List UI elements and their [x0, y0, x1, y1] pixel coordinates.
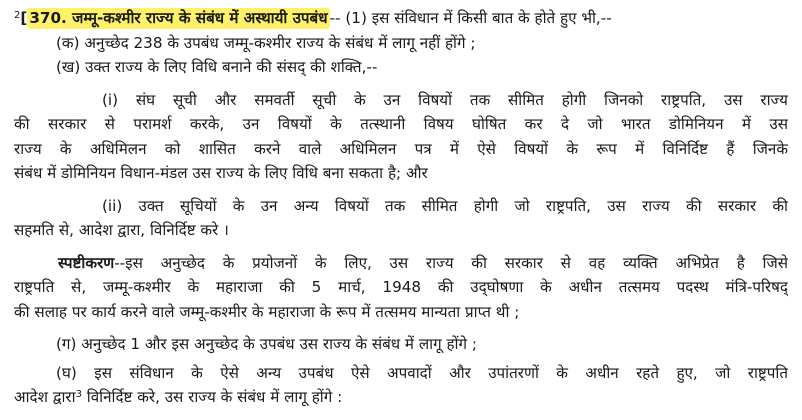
sub-ii-line-2: सहमति से, आदेश द्वारा, विनिर्दिष्ट करे । [14, 221, 229, 239]
clause-gha-text-2b: विनिर्दिष्ट करे, उस राज्य के संबंध में लागू होंगे : [81, 388, 343, 406]
sub-clause-ii [14, 194, 788, 243]
explanation-text-1: --इस अनुच्छेद के प्रयोजनों के लिए, उस राज्य की सरकार से वह व्यक्ति अभिप्रेत है जिसे [114, 253, 788, 272]
clause-gha-text-2a: आदेश द्वारा [14, 388, 76, 406]
sub-i-line-3: राज्य के अधिमिलन को शासित करने वाले अधिमिलन पत्र में ऐसे विषयों के रूप में विनिर्दिष्ट हैं जिनके [14, 139, 788, 158]
sub-i-line-1: (i) संघ सूची और समवर्ती सूची के उन विषयों तक सीमित होगी जिनको राष्ट्रपति, उस राज्य [102, 90, 788, 109]
clause-ga: (ग) अनुच्छेद 1 और इस अनुच्छेद के उपबंध उस राज्य के संबंध में लागू होंगे ; [56, 335, 477, 353]
footnote-marker-3: 3 [75, 389, 82, 400]
article-heading: 370. जम्मू-कश्मीर राज्य के संबंध में अस्थायी उपबंध [29, 9, 328, 27]
clause-gha-line-1: (घ) इस संविधान के ऐसे अन्य उपबंध ऐसे अपवादों और उपांतरणों के अधीन रहते हुए, जो राष्ट्रपति [56, 363, 788, 382]
explanation-line-3: की सलाह पर कार्य करने वाले जम्मू-कश्मीर के महाराजा के रूप में तत्समय मान्यता प्राप्त थी ; [14, 302, 520, 321]
clause-kha: (ख) उक्त राज्य के लिए विधि बनाने की संसद् की शक्ति,-- [56, 58, 378, 76]
sub-ii-line-1: (ii) उक्त सूचियों के उन अन्य विषयों तक सीमित होगी जो राष्ट्रपति, उस राज्य की सरकार की [102, 196, 788, 215]
explanation-line-2: राष्ट्रपति से, जम्मू-कश्मीर के महाराजा की 5 मार्च, 1948 की उद्‌घोषणा के अधीन तत्समय पदस्थ मंत्रि-परिषद् [14, 278, 788, 296]
explanation-line-1 [14, 251, 788, 276]
open-bracket: [ [20, 9, 28, 27]
heading-tail: -- (1) इस संविधान में किसी बात के होते हुए भी,-- [329, 9, 612, 27]
explanation-label: स्पष्टीकरण [58, 253, 115, 272]
clause-gha-line-2 [14, 385, 788, 410]
sub-clause-i [14, 88, 788, 186]
explanation [14, 251, 788, 325]
clause-gha [14, 361, 788, 410]
sub-i-line-4: संबंध में डोमिनियन विधान-मंडल उस राज्य के लिए विधि बना सकता है; और [14, 164, 428, 182]
clause-ka: (क) अनुच्छेद 238 के उपबंध जम्मू-कश्मीर राज्य के संबंध में लागू नहीं होंगे ; [56, 33, 476, 52]
article-370-heading-line [14, 6, 788, 31]
footnote-marker-2: 2 [14, 10, 21, 21]
sub-i-line-2: की सरकार से परामर्श करके, उन विषयों के तत्स्थानी विषय घोषित कर दे जो भारत डोमिनियन में उस [14, 115, 788, 133]
